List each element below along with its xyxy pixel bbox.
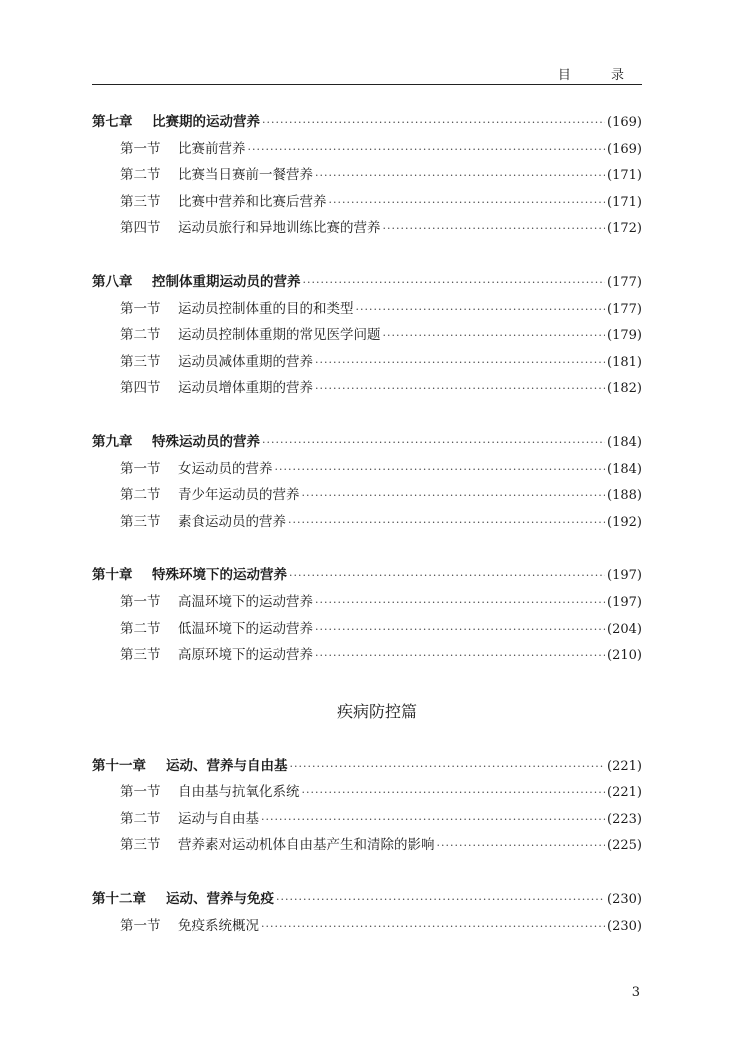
section-page-number: (184)	[607, 461, 642, 477]
section-page-number: (197)	[607, 594, 642, 610]
section-title: 高原环境下的运动营养	[178, 647, 313, 664]
section-number: 第一节	[120, 140, 161, 157]
chapter-page-number: (221)	[607, 758, 642, 774]
running-header-title: 目 录	[557, 68, 642, 83]
chapter-title: 运动、营养与自由基	[166, 757, 288, 774]
leader-dots	[261, 813, 605, 826]
chapter-number: 第十二章	[92, 891, 146, 908]
toc-section-entry[interactable]	[92, 617, 642, 644]
section-title: 运动员控制体重的目的和类型	[178, 300, 354, 317]
section-title: 运动与自由基	[178, 810, 259, 827]
section-page-number: (192)	[607, 514, 642, 530]
section-page-number: (230)	[607, 918, 642, 934]
toc-section-entry[interactable]	[92, 190, 642, 217]
group-spacer	[92, 536, 642, 563]
section-title: 比赛中营养和比赛后营养	[178, 193, 327, 210]
leader-dots	[275, 463, 606, 476]
toc-section-entry[interactable]	[92, 350, 642, 377]
toc-section-entry[interactable]	[92, 914, 642, 941]
leader-dots	[315, 649, 605, 662]
toc-section-entry[interactable]	[92, 323, 642, 350]
section-page-number: (204)	[607, 621, 642, 637]
chapter-page-number: (177)	[607, 274, 642, 290]
chapter-title: 比赛期的运动营养	[152, 114, 260, 130]
header-rule	[92, 84, 642, 85]
section-number: 第一节	[120, 300, 161, 317]
leader-dots	[261, 920, 605, 933]
leader-dots	[288, 516, 605, 529]
toc-section-entry[interactable]	[92, 643, 642, 670]
section-number: 第二节	[120, 327, 161, 344]
toc-chapter-group	[92, 270, 642, 403]
section-page-number: (188)	[607, 488, 642, 504]
section-title: 素食运动员的营养	[178, 513, 286, 530]
chapter-page-number: (169)	[607, 115, 642, 130]
part-title: 疾病防控篇	[336, 701, 417, 721]
section-page-number: (172)	[607, 221, 642, 237]
chapter-number: 第十一章	[92, 757, 146, 774]
section-title: 低温环境下的运动营养	[178, 620, 313, 637]
leader-dots	[302, 489, 606, 502]
section-title: 青少年运动员的营养	[178, 487, 300, 504]
section-number: 第一节	[120, 784, 161, 801]
toc-chapter-entry[interactable]	[92, 563, 642, 590]
toc-chapter-entry[interactable]	[92, 754, 642, 781]
section-number: 第三节	[120, 837, 161, 854]
section-page-number: (171)	[607, 168, 642, 184]
chapter-page-number: (184)	[607, 434, 642, 450]
section-page-number: (171)	[607, 194, 642, 210]
toc-chapter-group	[92, 754, 642, 860]
section-page-number: (177)	[607, 301, 642, 317]
section-page-number: (182)	[607, 381, 642, 397]
toc-part-after	[92, 754, 642, 941]
toc-section-entry[interactable]	[92, 807, 642, 834]
section-number: 第二节	[120, 167, 161, 184]
chapter-page-number: (230)	[607, 892, 642, 908]
toc-section-entry[interactable]	[92, 780, 642, 807]
table-of-contents	[92, 110, 642, 940]
leader-dots	[315, 623, 605, 636]
group-spacer	[92, 243, 642, 270]
section-number: 第四节	[120, 380, 161, 397]
section-page-number: (223)	[607, 811, 642, 827]
leader-dots	[303, 276, 606, 289]
toc-section-entry[interactable]	[92, 510, 642, 537]
toc-section-entry[interactable]	[92, 457, 642, 484]
chapter-number: 第九章	[92, 433, 133, 450]
section-title: 运动员旅行和异地训练比赛的营养	[178, 220, 381, 237]
page-number: 3	[631, 985, 640, 1000]
leader-dots	[315, 382, 605, 395]
toc-section-entry[interactable]	[92, 137, 642, 164]
leader-dots	[329, 196, 606, 209]
section-number: 第三节	[120, 353, 161, 370]
section-title: 自由基与抗氧化系统	[178, 784, 300, 801]
toc-chapter-entry[interactable]	[92, 887, 642, 914]
toc-section-entry[interactable]	[92, 833, 642, 860]
section-number: 第三节	[120, 647, 161, 664]
section-number: 第四节	[120, 220, 161, 237]
chapter-title: 运动、营养与免疫	[166, 891, 274, 908]
toc-chapter-group	[92, 563, 642, 669]
section-title: 比赛前营养	[178, 140, 246, 157]
section-title: 运动员控制体重期的常见医学问题	[178, 327, 381, 344]
chapter-page-number: (197)	[607, 568, 642, 584]
group-spacer	[92, 403, 642, 430]
leader-dots	[437, 839, 606, 852]
leader-dots	[289, 569, 605, 582]
section-number: 第二节	[120, 487, 161, 504]
section-title: 运动员增体重期的营养	[178, 380, 313, 397]
leader-dots	[356, 303, 606, 316]
section-title: 比赛当日赛前一餐营养	[178, 167, 313, 184]
group-spacer	[92, 860, 642, 887]
toc-section-entry[interactable]	[92, 376, 642, 403]
section-page-number: (221)	[607, 785, 642, 801]
section-title: 运动员减体重期的营养	[178, 353, 313, 370]
leader-dots	[383, 222, 606, 235]
section-number: 第三节	[120, 513, 161, 530]
section-title: 高温环境下的运动营养	[178, 593, 313, 610]
leader-dots	[315, 169, 605, 182]
chapter-title: 控制体重期运动员的营养	[152, 273, 301, 290]
toc-chapter-entry[interactable]	[92, 270, 642, 297]
toc-section-entry[interactable]	[92, 163, 642, 190]
section-title: 女运动员的营养	[178, 460, 273, 477]
chapter-title: 特殊环境下的运动营养	[152, 567, 287, 584]
section-number: 第二节	[120, 620, 161, 637]
leader-dots	[276, 893, 605, 906]
section-title: 免疫系统概况	[178, 917, 259, 934]
toc-section-entry[interactable]	[92, 590, 642, 617]
leader-dots	[290, 760, 606, 773]
toc-part-before	[92, 110, 642, 670]
toc-chapter-group	[92, 887, 642, 940]
section-number: 第二节	[120, 810, 161, 827]
leader-dots	[315, 596, 605, 609]
section-number: 第一节	[120, 460, 161, 477]
section-page-number: (169)	[607, 141, 642, 157]
leader-dots	[262, 436, 605, 449]
chapter-title: 特殊运动员的营养	[152, 433, 260, 450]
toc-chapter-entry[interactable]	[92, 430, 642, 457]
section-page-number: (225)	[607, 838, 642, 854]
toc-chapter-group	[92, 430, 642, 536]
leader-dots	[315, 356, 605, 369]
leader-dots	[262, 116, 605, 129]
toc-chapter-group	[92, 110, 642, 243]
leader-dots	[302, 786, 606, 799]
chapter-number: 第八章	[92, 273, 133, 290]
toc-chapter-entry[interactable]	[92, 110, 642, 137]
section-page-number: (181)	[607, 354, 642, 370]
leader-dots	[248, 143, 606, 156]
section-number: 第三节	[120, 193, 161, 210]
section-number: 第一节	[120, 917, 161, 934]
toc-section-entry[interactable]	[92, 297, 642, 324]
chapter-number: 第十章	[92, 567, 133, 584]
toc-section-entry[interactable]	[92, 216, 642, 243]
section-page-number: (179)	[607, 328, 642, 344]
toc-section-entry[interactable]	[92, 483, 642, 510]
section-number: 第一节	[120, 593, 161, 610]
chapter-number: 第七章	[92, 114, 133, 130]
leader-dots	[383, 329, 606, 342]
section-page-number: (210)	[607, 648, 642, 664]
section-title: 营养素对运动机体自由基产生和清除的影响	[178, 837, 435, 854]
